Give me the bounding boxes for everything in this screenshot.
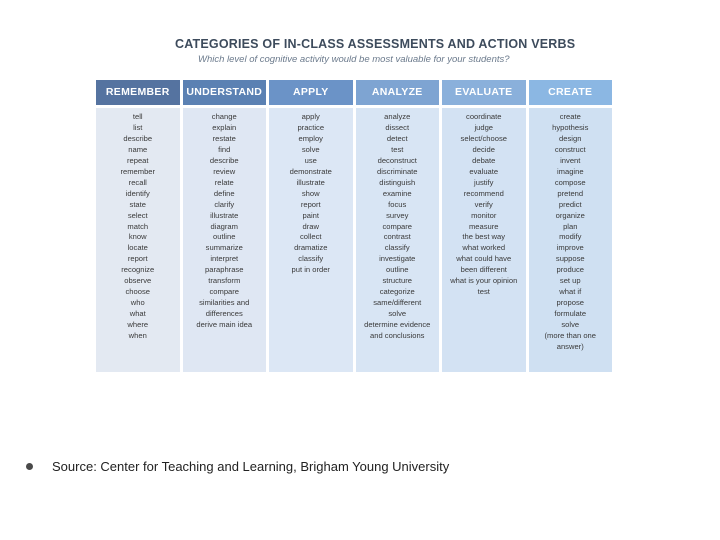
- verb-item: the best way: [462, 232, 506, 242]
- verb-item: discriminate: [376, 166, 418, 176]
- column-header: EVALUATE: [442, 80, 526, 105]
- verb-item: observe: [124, 276, 152, 286]
- verb-item: formulate: [554, 309, 587, 319]
- verb-item: been different: [460, 265, 507, 275]
- verb-item: what if: [559, 287, 582, 297]
- verb-item: contrast: [383, 232, 411, 242]
- verb-item: compose: [554, 177, 586, 187]
- slide-subtitle: Which level of cognitive activity would be most valuable for your students?: [198, 54, 510, 65]
- verb-item: recall: [128, 177, 147, 187]
- verb-item: decide: [472, 144, 495, 154]
- verb-item: measure: [468, 221, 499, 231]
- verb-item: put in order: [291, 265, 330, 275]
- verb-item: hypothesis: [552, 122, 589, 132]
- verb-item: suppose: [555, 254, 585, 264]
- verb-item: select: [127, 210, 148, 220]
- verb-item: evaluate: [469, 166, 499, 176]
- verb-item: what could have: [456, 254, 512, 264]
- verb-item: show: [301, 188, 320, 198]
- verb-item: classify: [298, 254, 324, 264]
- verb-item: focus: [388, 199, 407, 209]
- verb-item: outline: [386, 265, 409, 275]
- verb-item: compare: [209, 287, 240, 297]
- verb-item: and conclusions: [370, 331, 425, 341]
- column-analyze: [356, 80, 440, 372]
- verb-item: report: [300, 199, 321, 209]
- verb-item: investigate: [379, 254, 416, 264]
- verb-item: name: [128, 144, 148, 154]
- verb-item: analyze: [384, 112, 411, 121]
- verb-item: survey: [386, 210, 409, 220]
- verb-list: [356, 108, 440, 372]
- source-row: [26, 459, 449, 474]
- verb-item: imagine: [556, 166, 584, 176]
- verb-item: solve: [388, 309, 407, 319]
- verb-item: paraphrase: [205, 265, 244, 275]
- verb-item: restate: [212, 133, 236, 143]
- verb-item: employ: [298, 133, 323, 143]
- verb-item: modify: [559, 232, 582, 242]
- verb-item: state: [129, 199, 146, 209]
- verb-item: relate: [214, 177, 234, 187]
- verb-item: monitor: [471, 210, 497, 220]
- verb-list: [96, 108, 180, 372]
- slide-title: CATEGORIES OF IN-CLASS ASSESSMENTS AND ACTION VERBS: [175, 37, 576, 51]
- verb-item: compare: [382, 221, 413, 231]
- verb-item: transform: [208, 276, 241, 286]
- verb-item: find: [218, 144, 231, 154]
- verb-item: where: [127, 320, 149, 330]
- verb-item: outline: [213, 232, 236, 242]
- verb-item: predict: [558, 199, 582, 209]
- verb-list: [269, 108, 353, 372]
- verb-item: change: [211, 112, 237, 121]
- verb-item: similarities and: [199, 298, 250, 308]
- verb-item: use: [304, 155, 317, 165]
- verb-item: what is your opinion: [450, 276, 518, 286]
- verb-item: solve: [561, 320, 580, 330]
- column-evaluate: [442, 80, 526, 372]
- verb-item: solve: [301, 144, 320, 154]
- verb-item: organize: [555, 210, 585, 220]
- verb-item: verify: [474, 199, 493, 209]
- verb-item: match: [127, 221, 149, 231]
- verb-item: produce: [556, 265, 584, 275]
- verb-item: recognize: [121, 265, 155, 275]
- verb-item: remember: [120, 166, 156, 176]
- verb-item: propose: [556, 298, 584, 308]
- bullet-icon: [26, 463, 33, 470]
- verb-item: justify: [474, 177, 494, 187]
- verb-item: illustrate: [210, 210, 239, 220]
- verb-item: test: [477, 287, 490, 297]
- column-header: APPLY: [269, 80, 353, 105]
- verb-item: describe: [209, 155, 239, 165]
- verb-item: review: [213, 166, 236, 176]
- verb-item: illustrate: [296, 177, 325, 187]
- verb-item: summarize: [205, 243, 243, 253]
- column-header: UNDERSTAND: [183, 80, 267, 105]
- verb-item: distinguish: [379, 177, 416, 187]
- verb-item: (more than one answer): [544, 331, 596, 352]
- verb-item: what worked: [462, 243, 506, 253]
- verb-item: deconstruct: [377, 155, 417, 165]
- verb-list: [529, 108, 613, 372]
- column-create: [529, 80, 613, 372]
- verb-item: invent: [560, 155, 581, 165]
- verb-list: [183, 108, 267, 372]
- verb-item: when: [128, 331, 147, 341]
- column-header: ANALYZE: [356, 80, 440, 105]
- verb-item: apply: [301, 112, 320, 121]
- verb-item: dissect: [385, 122, 410, 132]
- verb-item: describe: [123, 133, 153, 143]
- verb-item: list: [133, 122, 143, 132]
- verb-item: determine evidence: [364, 320, 431, 330]
- verb-item: identify: [125, 188, 150, 198]
- verb-item: diagram: [210, 221, 238, 231]
- verb-item: same/different: [373, 298, 422, 308]
- verb-item: derive main idea: [196, 320, 253, 330]
- verbs-table: [96, 80, 612, 372]
- verb-item: paint: [302, 210, 319, 220]
- verb-item: design: [559, 133, 582, 143]
- verb-list: [442, 108, 526, 372]
- verb-item: pretend: [557, 188, 584, 198]
- verb-item: report: [127, 254, 148, 264]
- verb-item: collect: [299, 232, 322, 242]
- verb-item: classify: [384, 243, 410, 253]
- verb-item: coordinate: [466, 112, 502, 121]
- column-apply: [269, 80, 353, 372]
- column-header: REMEMBER: [96, 80, 180, 105]
- verb-item: judge: [474, 122, 494, 132]
- verb-item: construct: [554, 144, 586, 154]
- column-remember: [96, 80, 180, 372]
- verb-item: categorize: [379, 287, 415, 297]
- verb-item: tell: [132, 112, 143, 121]
- verb-item: define: [213, 188, 235, 198]
- verb-item: examine: [382, 188, 412, 198]
- verb-item: structure: [382, 276, 413, 286]
- column-understand: [183, 80, 267, 372]
- verb-item: create: [559, 112, 581, 121]
- verb-item: interpret: [210, 254, 239, 264]
- verb-item: differences: [205, 309, 243, 319]
- verb-item: choose: [125, 287, 150, 297]
- verb-item: who: [130, 298, 145, 308]
- verb-item: improve: [556, 243, 584, 253]
- verb-item: demonstrate: [289, 166, 332, 176]
- column-header: CREATE: [529, 80, 613, 105]
- verb-item: explain: [212, 122, 237, 132]
- verb-item: repeat: [126, 155, 149, 165]
- verb-item: draw: [302, 221, 319, 231]
- verb-item: recommend: [463, 188, 504, 198]
- verb-item: practice: [297, 122, 325, 132]
- verb-item: debate: [472, 155, 496, 165]
- source-text: Source: Center for Teaching and Learning, Brigham Young University: [52, 459, 450, 474]
- verb-item: dramatize: [294, 243, 328, 253]
- verb-item: plan: [563, 221, 578, 231]
- verb-item: locate: [127, 243, 148, 253]
- verb-item: clarify: [214, 199, 235, 209]
- verb-item: what: [129, 309, 146, 319]
- verb-item: know: [128, 232, 147, 242]
- verb-item: detect: [386, 133, 408, 143]
- verb-item: select/choose: [460, 133, 507, 143]
- verb-item: test: [391, 144, 404, 154]
- verb-item: set up: [559, 276, 581, 286]
